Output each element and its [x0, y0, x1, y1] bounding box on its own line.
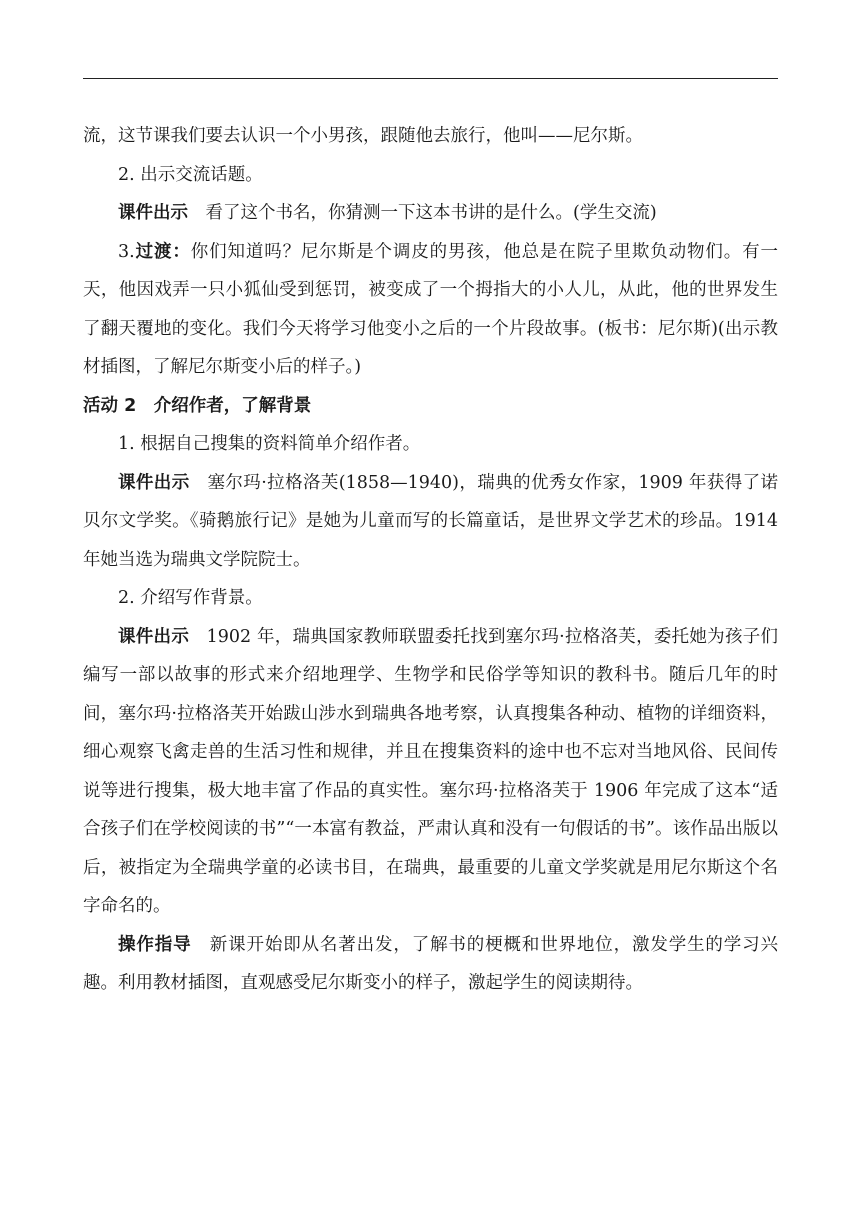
transition-label: 过渡： [134, 241, 191, 262]
paragraph-courseware-topic [83, 194, 778, 233]
paragraph-text: 1. 根据自己搜集的资料简单介绍作者。 [118, 434, 421, 454]
paragraph-background-step [83, 579, 778, 618]
paragraph-text: 流，这节课我们要去认识一个小男孩，跟随他去旅行，他叫——尼尔斯。 [83, 126, 643, 146]
paragraph-text: 1902 年，瑞典国家教师联盟委托找到塞尔玛·拉格洛芙，委托她为孩子们编写一部以故事的形式来介绍地理学、生物学和民俗学等知识的教科书。随后几年的时间，塞尔玛·拉格洛芙开始跋山涉水到瑞典各地考察，认真搜集各种动、植物的详细资料，细心观察飞禽走兽的生活习性和规律，并且在搜集资料的途中也不忘对当地风俗、民间传说等进行搜集，极大地丰富了作品的真实性。塞尔玛·拉格洛芙于 1906 年完成了这本“适合孩子们在学校阅读的书”“一本富有教益，严肃认真和没有一句假话的书”。该作品出版以后，被指定为全瑞典学童的必读书目，在瑞典，最重要的儿童文学奖就是用尼尔斯这个名字命名的。 [83, 626, 778, 916]
activity-heading [83, 387, 778, 426]
paragraph-intro-continuation [83, 117, 778, 156]
step-number: 3. [118, 241, 135, 262]
courseware-label: 课件出示 [118, 626, 190, 647]
document-body [83, 117, 778, 1003]
activity-title: 介绍作者，了解背景 [153, 395, 312, 416]
courseware-label: 课件出示 [118, 203, 188, 223]
courseware-label: 课件出示 [118, 472, 190, 493]
paragraph-text: 新课开始即从名著出发，了解书的梗概和世界地位，激发学生的学习兴趣。利用教材插图，直观感受尼尔斯变小的样子，激起学生的阅读期待。 [83, 934, 779, 993]
paragraph-courseware-background [83, 618, 778, 926]
paragraph-step-2 [83, 156, 778, 195]
paragraph-operation-guide [83, 926, 778, 1003]
paragraph-author-intro-step [83, 425, 778, 464]
paragraph-text: 2. 出示交流话题。 [118, 164, 263, 185]
paragraph-courseware-author [83, 464, 778, 580]
paragraph-text: 2. 介绍写作背景。 [118, 588, 263, 608]
paragraph-text: 看了这个书名，你猜测一下这本书讲的是什么。(学生交流) [205, 203, 657, 223]
paragraph-text: 你们知道吗？尼尔斯是个调皮的男孩，他总是在院子里欺负动物们。有一天，他因戏弄一只小狐仙受到惩罚，被变成了一个拇指大的小人儿，从此，他的世界发生了翻天覆地的变化。我们今天将学习他变小之后的一个片段故事。(板书：尼尔斯)(出示教材插图，了解尼尔斯变小后的样子。) [83, 241, 779, 377]
operation-guide-label: 操作指导 [118, 934, 192, 955]
activity-number: 活动 2 [83, 395, 137, 416]
paragraph-transition [83, 233, 778, 387]
header-rule [83, 78, 778, 79]
paragraph-text: 塞尔玛·拉格洛芙(1858—1940)，瑞典的优秀女作家，1909 年获得了诺贝尔文学奖。《骑鹅旅行记》是她为儿童而写的长篇童话，是世界文学艺术的珍品。1914 年她当选为瑞典文学院院士。 [83, 472, 779, 570]
